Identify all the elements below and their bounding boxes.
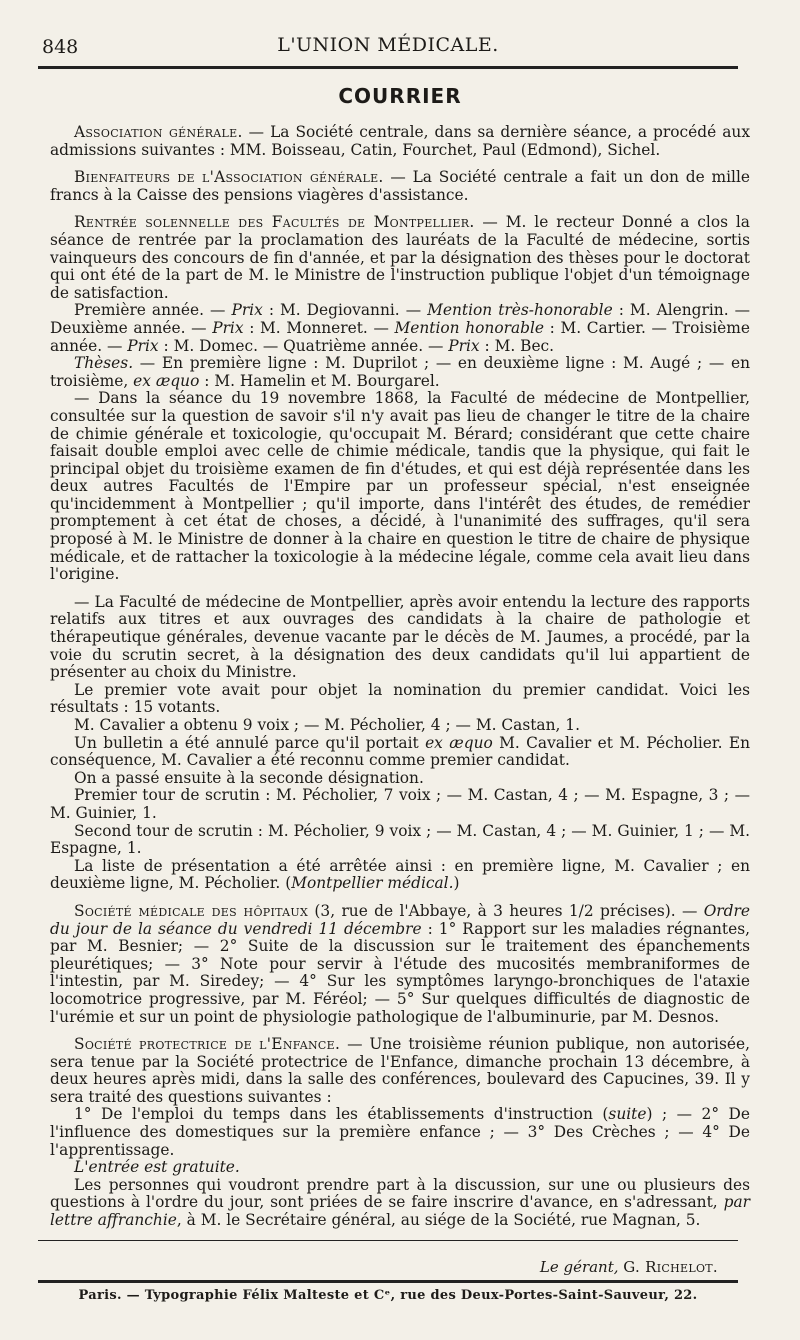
- text-run: Second tour de scrutin : M. Pécholier, 9 voix ; — M. Castan, 4 ; — M. Guinier, 1 ; — M. Espagne, 1.: [50, 821, 750, 858]
- text-run: (3, rue de l'Abbaye, à 3 heures 1/2 précises). —: [308, 901, 704, 920]
- article-body: [50, 124, 750, 1230]
- text-run: M. Cavalier a obtenu 9 voix ; — M. Pécholier, 4 ; — M. Castan, 1.: [74, 716, 580, 734]
- text-run: — La Faculté de médecine de Montpellier, après avoir entendu la lecture des rapports relatifs aux titres et aux ouvrages des candidats à la chaire de pathologie et thérapeutique générales, devenue vacante par le décès de M. Jaumes, a procédé, par la voie du scrutin secret, à la désignation des deux candidats qu'il lui appartient de présenter au choix du Ministre.: [50, 592, 750, 682]
- text-run: L'entrée est gratuite.: [74, 1158, 240, 1177]
- para-second-tour: [50, 823, 750, 858]
- text-run: par lettre affranchie: [50, 1193, 750, 1230]
- para-resultats-vote: [50, 717, 750, 735]
- text-run: — La Société centrale, dans sa dernière séance, a procédé aux admissions suivantes : MM. Boisseau, Catin, Fourchet, Paul (Edmond), Sichel.: [50, 123, 750, 159]
- signature-label: Le gérant,: [539, 1258, 619, 1276]
- signature-name: G. Richelot.: [623, 1258, 718, 1276]
- text-run: : M. Monneret. —: [243, 318, 395, 337]
- text-run: — La Société centrale a fait un don de mille francs à la Caisse des pensions viagères d'assistance.: [50, 168, 750, 204]
- page-header: [38, 30, 738, 64]
- text-run: Mention très-honorable: [427, 301, 613, 320]
- text-run: M. Cavalier et M. Pécholier. En conséquence, M. Cavalier a été reconnu comme premier candidat.: [50, 733, 750, 770]
- text-run: Rentrée solennelle des Facultés de Montpellier.: [74, 213, 475, 232]
- text-run: La liste de présentation a été arrêtée ainsi : en première ligne, M. Cavalier ; en deuxième ligne, M. Pécholier. (: [50, 856, 750, 893]
- signature: [540, 1258, 718, 1276]
- para-societe-enfance: [50, 1036, 750, 1106]
- para-rentree-montpellier: [50, 214, 750, 302]
- text-run: Premier tour de scrutin : M. Pécholier, 7 voix ; — M. Castan, 4 ; — M. Espagne, 3 ; — M. Guinier, 1.: [50, 786, 750, 822]
- text-run: : M. Domec. — Quatrième année. —: [158, 336, 449, 355]
- para-premier-vote: [50, 682, 750, 717]
- text-run: , à M. le Secrétaire général, au siége de la Société, rue Magnan, 5.: [176, 1211, 701, 1230]
- section-title: COURRIER: [338, 84, 462, 108]
- text-run: Un bulletin a été annulé parce qu'il portait: [74, 733, 426, 752]
- text-run: Le premier vote avait pour objet la nomination du premier candidat. Voici les résultats : 15 votants.: [50, 680, 750, 717]
- para-bienfaiteurs: [50, 169, 750, 204]
- text-run: Prix: [212, 318, 244, 337]
- text-run: : M. Degiovanni. —: [262, 301, 428, 320]
- para-societe-hopitaux: [50, 903, 750, 1026]
- para-association-generale: [50, 124, 750, 159]
- text-run: ex æquo: [425, 733, 493, 752]
- para-chaire-pathologie: [50, 594, 750, 682]
- text-run: On a passé ensuite à la seconde désignation.: [74, 768, 424, 787]
- para-inscription: [50, 1177, 750, 1230]
- text-run: Prix: [127, 336, 159, 355]
- text-run: Montpellier médical.: [291, 874, 454, 893]
- text-run: 1° De l'emploi du temps dans les établissements d'instruction (: [74, 1105, 609, 1124]
- para-liste-presentation: [50, 858, 750, 893]
- text-run: : 1° Rapport sur les maladies régnantes, par M. Besnier; — 2° Suite de la discussion sur le traitement des épanchements pleurétiques; — 3° Note pour servir à l'étude des mucosités membraniformes de l'intestin, par M. Siredey; — 4° Sur les symptômes laryngo-bronchiques de l'ataxie locomotrice progressive, par M. Féréol; — 5° Sur quelques difficultés de diagnostic de l'urémie et sur un point de physiologie pathologique de l'albuminurie, par M. Desnos.: [50, 919, 750, 1026]
- text-run: — Dans la séance du 19 novembre 1868, la Faculté de médecine de Montpellier, consultée sur la question de savoir s'il n'y avait pas lieu de changer le titre de la chaire de chimie générale et toxicologie, qu'occupait M. Bérard; considérant que cette chaire faisait double emploi avec celle de chimie médicale, tandis que la physique, qui fait le principal objet du troisième examen de fin d'études, et qui est déjà représentée dans les deux autres Facultés de l'Empire par un professeur spécial, n'est enseignée qu'incidemment à Montpellier ; qu'il importe, dans l'intérêt des études, de remédier promptement à cet état de choses, a décidé, à l'unanimité des suffrages, qu'il sera proposé à M. le Ministre de donner à la chaire en question le titre de chaire de physique médicale, et de rattacher la toxicologie à la médecine légale, comme cela avait lieu dans l'origine.: [50, 389, 750, 584]
- para-bulletin-annule: [50, 735, 750, 770]
- para-premier-tour: [50, 787, 750, 822]
- text-run: — M. le recteur Donné a clos la séance de rentrée par la proclamation des lauréats de la Faculté de médecine, sortis vainqueurs des concours de fin d'année, et par la désignation des thèses pour le doctorat qui ont été de la part de M. le Ministre de l'instruction publique l'objet d'un témoignage de satisfaction.: [50, 213, 750, 302]
- text-run: Association générale.: [74, 123, 243, 141]
- text-run: Société protectrice de l'Enfance.: [74, 1035, 341, 1054]
- running-title: L'UNION MÉDICALE.: [277, 34, 499, 56]
- text-run: Thèses.: [74, 354, 134, 373]
- text-run: : M. Hamelin et M. Bourgarel.: [199, 371, 440, 390]
- para-seconde-designation: [50, 770, 750, 788]
- text-run: Première année. —: [74, 301, 232, 320]
- printer-imprint: Paris. — Typographie Félix Malteste et Cᵉ, rue des Deux-Portes-Saint-Sauveur, 22.: [78, 1288, 698, 1303]
- text-run: — Une troisième réunion publique, non autorisée, sera tenue par la Société protectrice de l'Enfance, dimanche prochain 13 décembre, à deux heures après midi, dans la salle des conférences, boulevard des Capucines, 39. Il y sera traité des questions suivantes :: [50, 1035, 750, 1106]
- text-run: suite: [608, 1105, 647, 1124]
- text-run: Bienfaiteurs de l'Association générale.: [74, 168, 384, 187]
- para-theses: [50, 355, 750, 390]
- para-entree-gratuite: [50, 1159, 750, 1177]
- footer-rule-bottom: [38, 1280, 738, 1283]
- text-run: Prix: [231, 301, 263, 320]
- text-run: Les personnes qui voudront prendre part à la discussion, sur une ou plusieurs des questions à l'ordre du jour, sont priées de se faire inscrire d'avance, en s'adressant,: [50, 1175, 750, 1212]
- para-chaire-chimie: [50, 390, 750, 584]
- text-run: ex æquo: [133, 371, 200, 390]
- text-run: — En première ligne : M. Duprilot ; — en deuxième ligne : M. Augé ; — en troisième,: [50, 354, 750, 390]
- para-questions: [50, 1106, 750, 1159]
- footer-rule-top: [38, 1240, 738, 1241]
- text-run: Société médicale des hôpitaux: [74, 901, 309, 920]
- text-run: Prix: [448, 336, 480, 355]
- para-prix: [50, 302, 750, 355]
- text-run: ) ; — 2° De l'influence des domestiques sur la première enfance ; — 3° Des Crèches ; — 4° De l'apprentissage.: [50, 1105, 750, 1159]
- header-rule: [38, 66, 738, 69]
- text-run: : M. Cartier. — Troisième année. —: [50, 318, 750, 355]
- text-run: ): [453, 874, 460, 893]
- text-run: Ordre du jour de la séance du vendredi 11 décembre: [50, 901, 750, 938]
- text-run: Mention honorable: [394, 318, 544, 337]
- text-run: : M. Alengrin. — Deuxième année. —: [50, 301, 751, 337]
- text-run: : M. Bec.: [479, 336, 555, 355]
- page-number: 848: [42, 36, 79, 58]
